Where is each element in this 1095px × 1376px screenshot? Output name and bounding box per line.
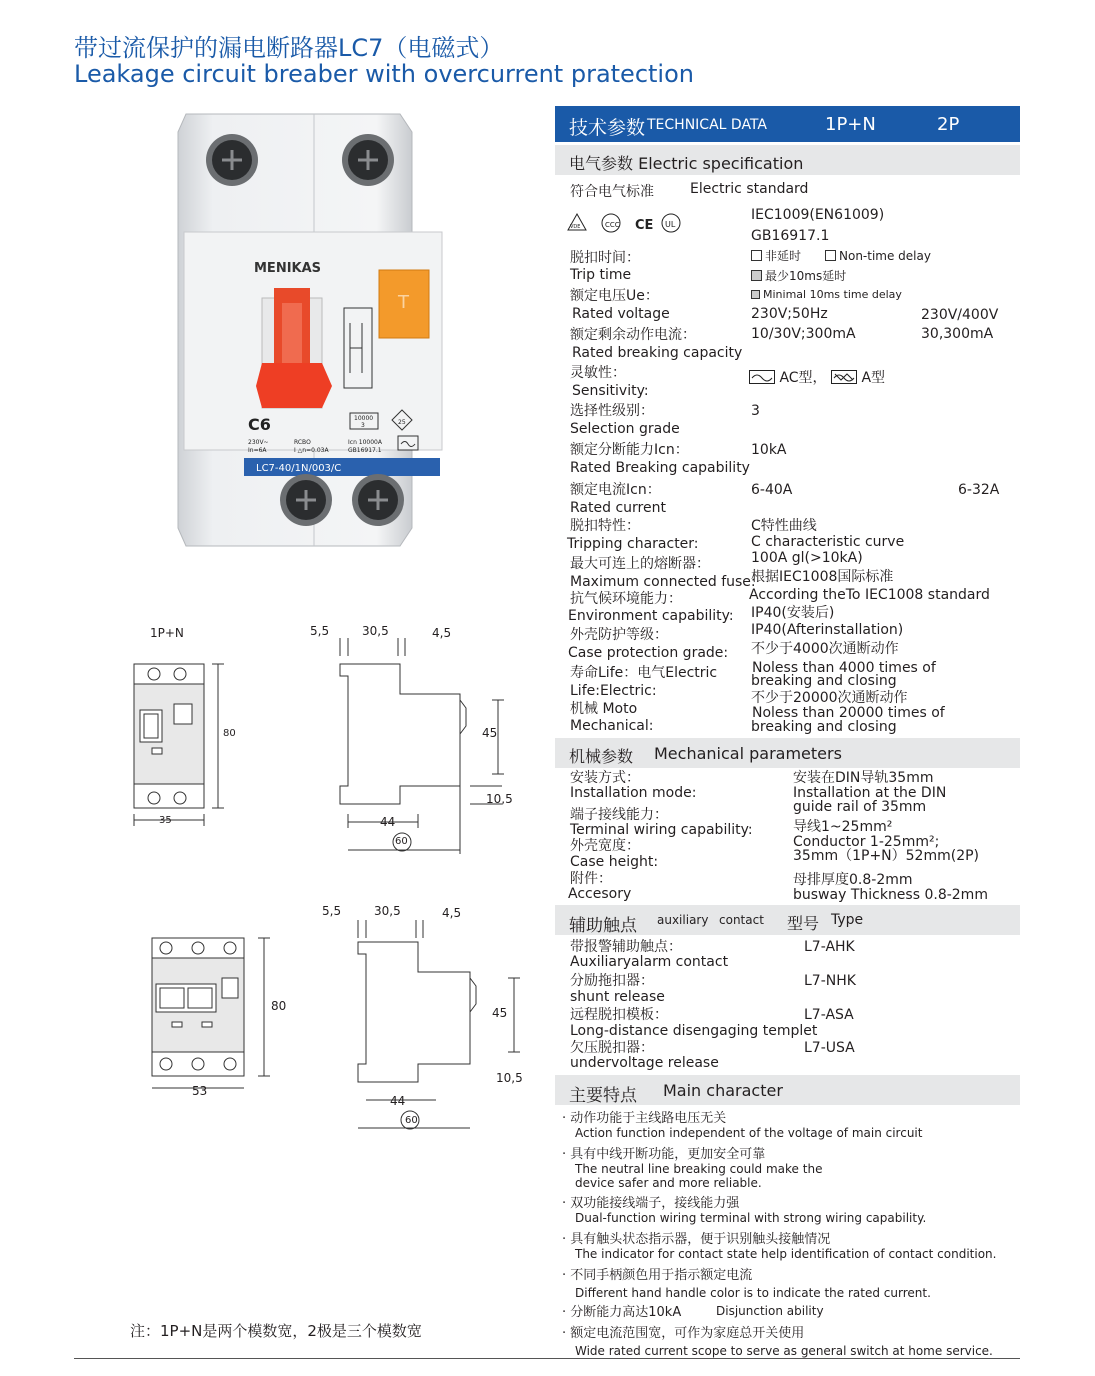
- technical-data-header: 技术参数 TECHNICAL DATA 1P+N 2P: [555, 106, 1020, 142]
- svg-text:3: 3: [361, 422, 365, 429]
- page-title-en: Leakage circuit breaber with overcurrent pratection: [74, 60, 694, 88]
- svg-text:VDE: VDE: [570, 224, 581, 230]
- rating-label: C6: [248, 415, 271, 434]
- width-note: 注：1P+N是两个模数宽，2极是三个模数宽: [130, 1322, 422, 1340]
- diagram2-front-view: [130, 930, 280, 1100]
- col-1p-n: 1P+N: [825, 114, 876, 135]
- section-mechanical: 机械参数 Mechanical parameters: [555, 738, 1020, 768]
- breaker-illustration: [172, 108, 444, 550]
- ac-type-icon: [749, 370, 775, 384]
- product-image: [172, 108, 444, 550]
- svg-text:GB16917.1: GB16917.1: [348, 447, 382, 454]
- svg-text:RCBO: RCBO: [294, 439, 311, 446]
- svg-text:CCC: CCC: [605, 221, 620, 229]
- diagram1-label: 1P+N: [150, 626, 184, 640]
- section-main-character: 主要特点 Main character: [555, 1075, 1020, 1105]
- section-electric: 电气参数 Electric specification: [555, 145, 1020, 175]
- svg-text:25: 25: [398, 419, 406, 426]
- svg-text:CE: CE: [635, 218, 654, 233]
- svg-text:UL: UL: [665, 220, 676, 229]
- section-auxiliary: 辅助触点 auxiliary contact 型号 Type: [555, 905, 1020, 935]
- brand-logo: MENIKAS: [254, 261, 322, 276]
- page-title-cn: 带过流保护的漏电断路器LC7（电磁式）: [74, 34, 504, 62]
- model-label: LC7-40/1N/003/C: [256, 463, 342, 474]
- diagram2-side-view: [310, 918, 520, 1138]
- svg-text:Icn 10000A: Icn 10000A: [348, 439, 382, 446]
- diagram1-side-view: [310, 636, 520, 856]
- test-button-label: T: [398, 292, 409, 313]
- col-2p: 2P: [937, 114, 960, 135]
- a-type-icon: [831, 370, 857, 384]
- svg-text:I △n=0.03A: I △n=0.03A: [294, 447, 329, 454]
- diagram1-front-view: [120, 650, 230, 840]
- svg-text:230V~: 230V~: [248, 439, 269, 446]
- svg-text:In=6A: In=6A: [248, 447, 267, 454]
- svg-text:10000: 10000: [354, 415, 374, 422]
- cert-icons: [567, 210, 687, 240]
- footer-divider: [74, 1358, 1020, 1359]
